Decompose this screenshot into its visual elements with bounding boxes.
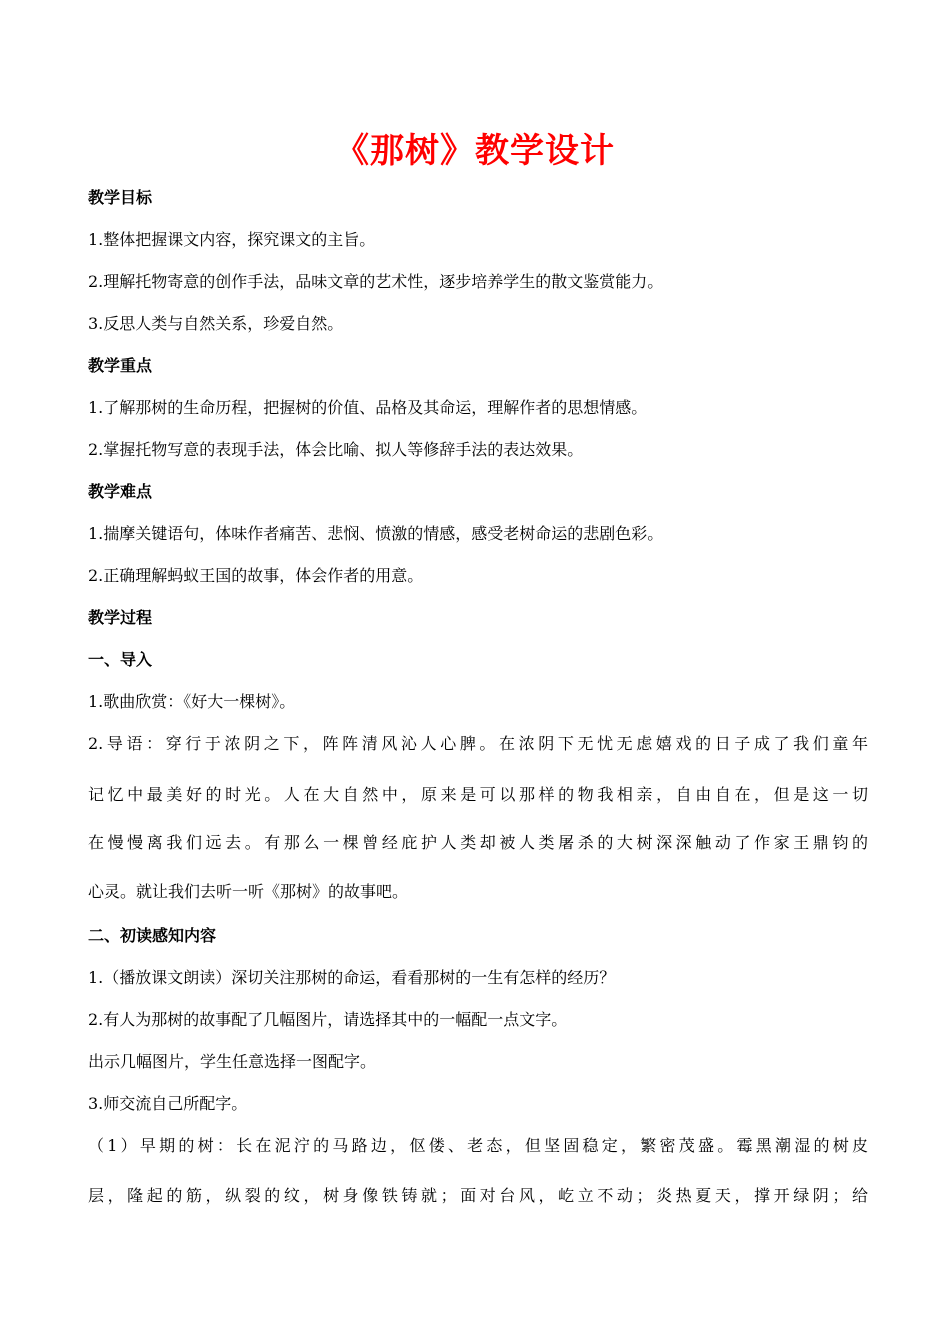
subsection-heading-first-reading: 二、初读感知内容 <box>88 926 217 945</box>
first-reading-item: 出示几幅图片，学生任意选择一图配字。 <box>88 1052 377 1071</box>
key-point-item: 2.掌握托物写意的表现手法，体会比喻、拟人等修辞手法的表达效果。 <box>88 440 584 459</box>
first-reading-item: 2.有人为那树的故事配了几幅图片，请选择其中的一幅配一点文字。 <box>88 1010 568 1029</box>
section-heading-process: 教学过程 <box>88 608 153 627</box>
section-heading-goals: 教学目标 <box>88 188 153 207</box>
first-reading-item: 3.师交流自己所配字。 <box>88 1094 248 1113</box>
intro-item: 1.歌曲欣赏：《好大一棵树》。 <box>88 692 296 711</box>
subsection-heading-intro: 一、导入 <box>88 650 153 669</box>
first-reading-paragraph-line: 层，隆起的筋，纵裂的纹，树身像铁铸就；面对台风，屹立不动；炎热夏天，撑开绿阴；给 <box>88 1186 868 1205</box>
section-heading-key-points: 教学重点 <box>88 356 153 375</box>
goal-item: 1.整体把握课文内容，探究课文的主旨。 <box>88 230 376 249</box>
first-reading-item: 1.（播放课文朗读）深切关注那树的命运，看看那树的一生有怎样的经历？ <box>88 968 616 987</box>
intro-paragraph-line: 在慢慢离我们远去。有那么一棵曾经庇护人类却被人类屠杀的大树深深触动了作家王鼎钧的 <box>88 833 868 852</box>
difficult-point-item: 1.揣摩关键语句，体味作者痛苦、悲悯、愤激的情感，感受老树命运的悲剧色彩。 <box>88 524 664 543</box>
document-title: 《那树》教学设计 <box>335 131 615 171</box>
intro-paragraph-line: 2.导语：穿行于浓阴之下，阵阵清风沁人心脾。在浓阴下无忧无虑嬉戏的日子成了我们童年 <box>88 734 868 753</box>
section-heading-difficult-points: 教学难点 <box>88 482 153 501</box>
key-point-item: 1.了解那树的生命历程，把握树的价值、品格及其命运，理解作者的思想情感。 <box>88 398 648 417</box>
intro-paragraph-line: 心灵。就让我们去听一听《那树》的故事吧。 <box>88 882 409 901</box>
intro-paragraph-line: 记忆中最美好的时光。人在大自然中，原来是可以那样的物我相亲，自由自在，但是这一切 <box>88 785 868 804</box>
goal-item: 3.反思人类与自然关系，珍爱自然。 <box>88 314 344 333</box>
difficult-point-item: 2.正确理解蚂蚁王国的故事，体会作者的用意。 <box>88 566 424 585</box>
goal-item: 2.理解托物寄意的创作手法，品味文章的艺术性，逐步培养学生的散文鉴赏能力。 <box>88 272 664 291</box>
first-reading-paragraph-line: （1）早期的树：长在泥泞的马路边，伛偻、老态，但坚固稳定，繁密茂盛。霉黑潮湿的树皮 <box>88 1136 868 1155</box>
